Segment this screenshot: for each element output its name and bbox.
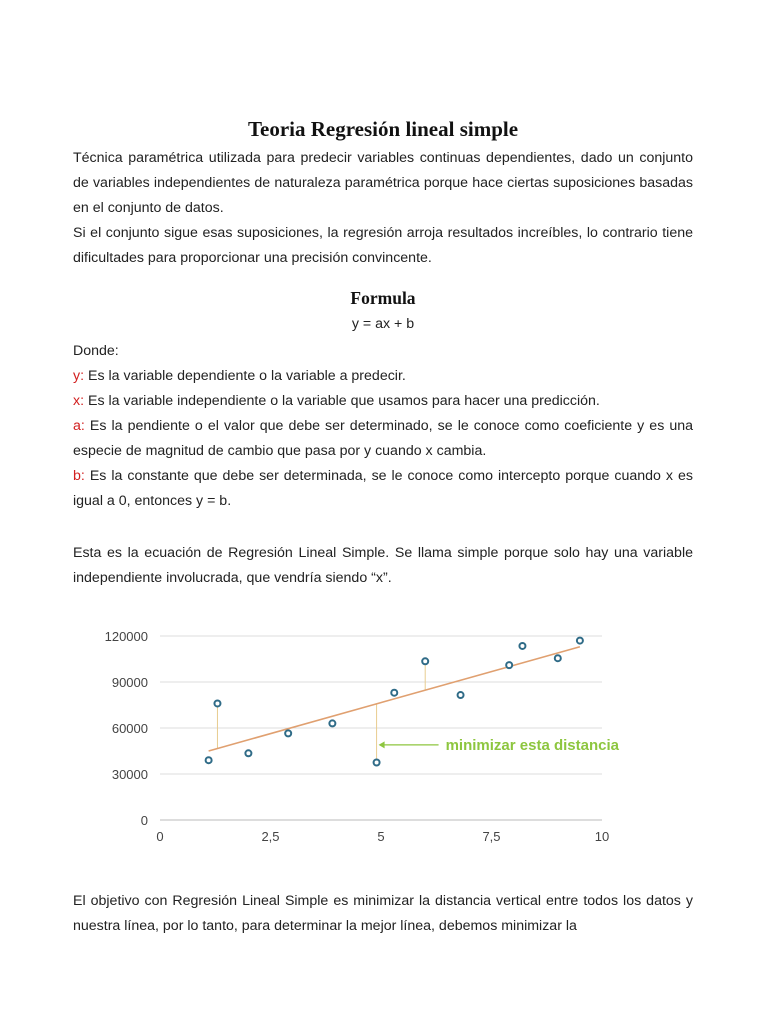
regression-scatter-chart: [90, 620, 630, 850]
data-point: [206, 757, 212, 763]
data-point: [577, 638, 583, 644]
definition-var: b:: [73, 468, 85, 484]
data-point: [422, 658, 428, 664]
explanation-paragraph: Esta es la ecuación de Regresión Lineal Simple. Se llama simple porque solo hay una variable independiente involucrada, que vendría siendo “x”.: [73, 545, 693, 586]
definition-text: Es la variable dependiente o la variable a predecir.: [84, 368, 406, 384]
donde-label: Donde:: [73, 343, 119, 359]
definition-b: [73, 464, 693, 514]
definition-x: [73, 389, 693, 414]
definition-var: y:: [73, 368, 85, 384]
formula-text: y = ax + b: [351, 316, 415, 332]
definition-var: x:: [73, 393, 85, 409]
intro-paragraph-1: Técnica paramétrica utilizada para predecir variables continuas dependientes, dado un conjunto de variables independientes de naturaleza paramétrica porque hace ciertas suposiciones basadas en el conjunto de datos.: [73, 150, 693, 216]
x-tick-label: 7,5: [482, 829, 501, 844]
data-point: [555, 655, 561, 661]
x-tick-label: 0: [156, 829, 164, 844]
data-point: [329, 720, 335, 726]
x-tick-label: 10: [594, 829, 610, 844]
annotation-text: minimizar esta distancia: [445, 736, 619, 754]
conclusion-paragraph: El objetivo con Regresión Lineal Simple es minimizar la distancia vertical entre todos los datos y nuestra línea, por lo tanto, para determinar la mejor línea, debemos minimizar la: [73, 893, 693, 934]
regression-line: [209, 647, 580, 751]
annotation-arrow-head: [379, 741, 385, 748]
y-tick-label: 0: [140, 813, 148, 828]
data-point: [519, 643, 525, 649]
data-point: [391, 690, 397, 696]
data-point: [506, 662, 512, 668]
data-point: [374, 760, 380, 766]
definition-text: Es la pendiente o el valor que debe ser determinado, se le conoce como coeficiente y es una especie de magnitud de cambio que pasa por y cuando x cambia.: [73, 418, 693, 459]
definition-y: [73, 364, 693, 389]
data-point: [245, 750, 251, 756]
y-tick-label: 90000: [111, 675, 148, 690]
definition-a: [73, 414, 693, 464]
y-tick-label: 120000: [104, 629, 148, 644]
y-tick-label: 30000: [111, 767, 148, 782]
definition-var: a:: [73, 418, 85, 434]
x-tick-label: 2,5: [261, 829, 280, 844]
definition-text: Es la constante que debe ser determinada, se le conoce como intercepto porque cuando x es igual a 0, entonces y = b.: [73, 468, 693, 509]
definition-text: Es la variable independiente o la variable que usamos para hacer una predicción.: [84, 393, 600, 409]
data-point: [214, 700, 220, 706]
y-tick-label: 60000: [111, 721, 148, 736]
data-point: [458, 692, 464, 698]
formula-heading: Formula: [350, 288, 416, 308]
data-point: [285, 730, 291, 736]
document-title: Teoria Regresión lineal simple: [247, 117, 519, 141]
x-tick-label: 5: [377, 829, 385, 844]
intro-paragraph-2: Si el conjunto sigue esas suposiciones, la regresión arroja resultados increíbles, lo contrario tiene dificultades para proporcionar una precisión convincente.: [73, 225, 693, 266]
